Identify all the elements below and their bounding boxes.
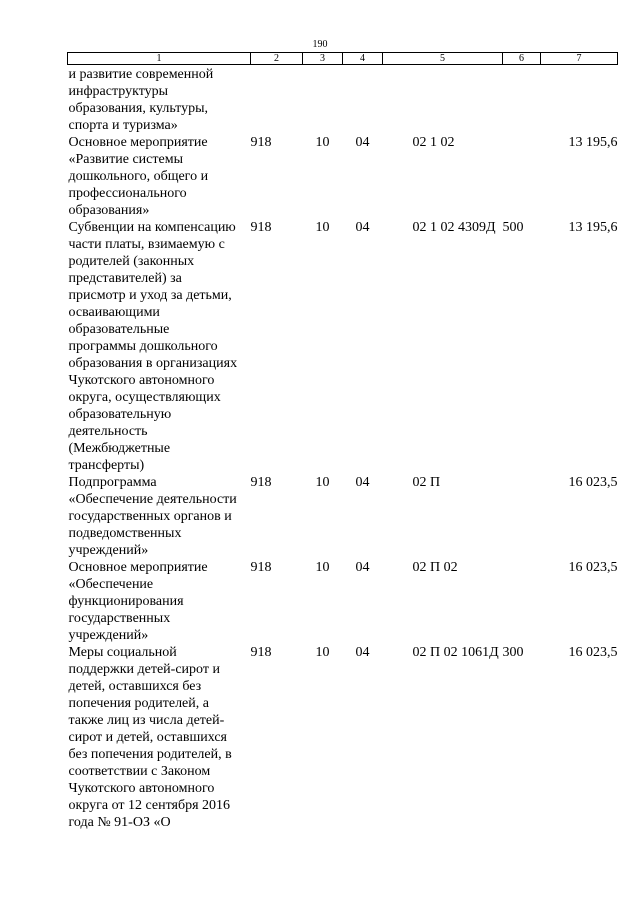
- row-ministry-code: [251, 65, 303, 135]
- row-section-code: 10: [315, 560, 330, 575]
- row-target-article: 02 П 02: [412, 560, 458, 575]
- row-ministry-code: 918: [250, 475, 272, 490]
- column-header-3: 3: [303, 53, 343, 65]
- table-row: [68, 474, 618, 559]
- row-description: Субвенции на компенсацию части платы, взимаемую с родителей (законных представителей) за присмотр и уход за детьми, осваивающими образовательные программы дошкольного образования в организациях Чукотского автономного округа, осуществляющих образовательную деятельность (Межбюджетные трансферты): [68, 220, 238, 473]
- row-expense-type: [503, 474, 541, 559]
- row-section-code: 10: [315, 645, 330, 660]
- row-subsection-code: 04: [355, 135, 370, 150]
- row-target-article: 02 1 02 4309Д: [412, 220, 496, 235]
- row-section-code: 10: [315, 220, 330, 235]
- table-row: [68, 219, 618, 474]
- row-subsection-code: [343, 65, 383, 135]
- page-number: 190: [312, 39, 328, 50]
- row-description: Подпрограмма «Обеспечение деятельности государственных органов и подведомственных учреждений»: [68, 475, 237, 558]
- row-description: Основное мероприятие «Обеспечение функционирования государственных учреждений»: [68, 560, 208, 643]
- row-amount: 16 023,5: [568, 645, 618, 660]
- row-expense-type: 500: [502, 220, 524, 235]
- row-expense-type: [503, 134, 541, 219]
- row-target-article: 02 1 02: [412, 135, 455, 150]
- column-header-2: 2: [251, 53, 303, 65]
- row-target-article: [383, 65, 503, 135]
- row-subsection-code: 04: [355, 220, 370, 235]
- table-row: [68, 134, 618, 219]
- row-amount: 13 195,6: [568, 220, 618, 235]
- column-header-1: 1: [68, 53, 251, 65]
- budget-table: [67, 52, 618, 831]
- row-ministry-code: 918: [250, 645, 272, 660]
- row-amount: 13 195,6: [568, 135, 618, 150]
- row-amount: 16 023,5: [568, 560, 618, 575]
- column-header-5: 5: [383, 53, 503, 65]
- row-ministry-code: 918: [250, 220, 272, 235]
- row-amount: [541, 65, 618, 135]
- row-expense-type: [503, 559, 541, 644]
- column-header-7: 7: [541, 53, 618, 65]
- row-description: Меры социальной поддержки детей-сирот и детей, оставшихся без попечения родителей, а также лиц из числа детей- сирот и детей, оставшихся без попечения родителей, в соответствии с Законом Чукотского автономного округа от 12 сентября 2016 года № 91-ОЗ «О: [68, 645, 232, 830]
- table-row: [68, 65, 618, 135]
- row-subsection-code: 04: [355, 645, 370, 660]
- row-target-article: 02 П 02 1061Д: [412, 645, 499, 660]
- row-ministry-code: 918: [250, 135, 272, 150]
- row-subsection-code: 04: [355, 475, 370, 490]
- column-header-6: 6: [503, 53, 541, 65]
- row-description: Основное мероприятие «Развитие системы дошкольного, общего и профессионального образования»: [68, 135, 209, 218]
- row-description: и развитие современной инфраструктуры образования, культуры, спорта и туризма»: [68, 67, 214, 133]
- row-expense-type: [503, 65, 541, 135]
- row-section-code: 10: [315, 135, 330, 150]
- row-ministry-code: 918: [250, 560, 272, 575]
- row-section-code: 10: [315, 475, 330, 490]
- table-header-row: [68, 53, 618, 65]
- column-header-4: 4: [343, 53, 383, 65]
- table-row: [68, 644, 618, 831]
- row-target-article: 02 П: [412, 475, 441, 490]
- row-section-code: [303, 65, 343, 135]
- row-expense-type: 300: [502, 645, 524, 660]
- table-row: [68, 559, 618, 644]
- row-amount: 16 023,5: [568, 475, 618, 490]
- row-subsection-code: 04: [355, 560, 370, 575]
